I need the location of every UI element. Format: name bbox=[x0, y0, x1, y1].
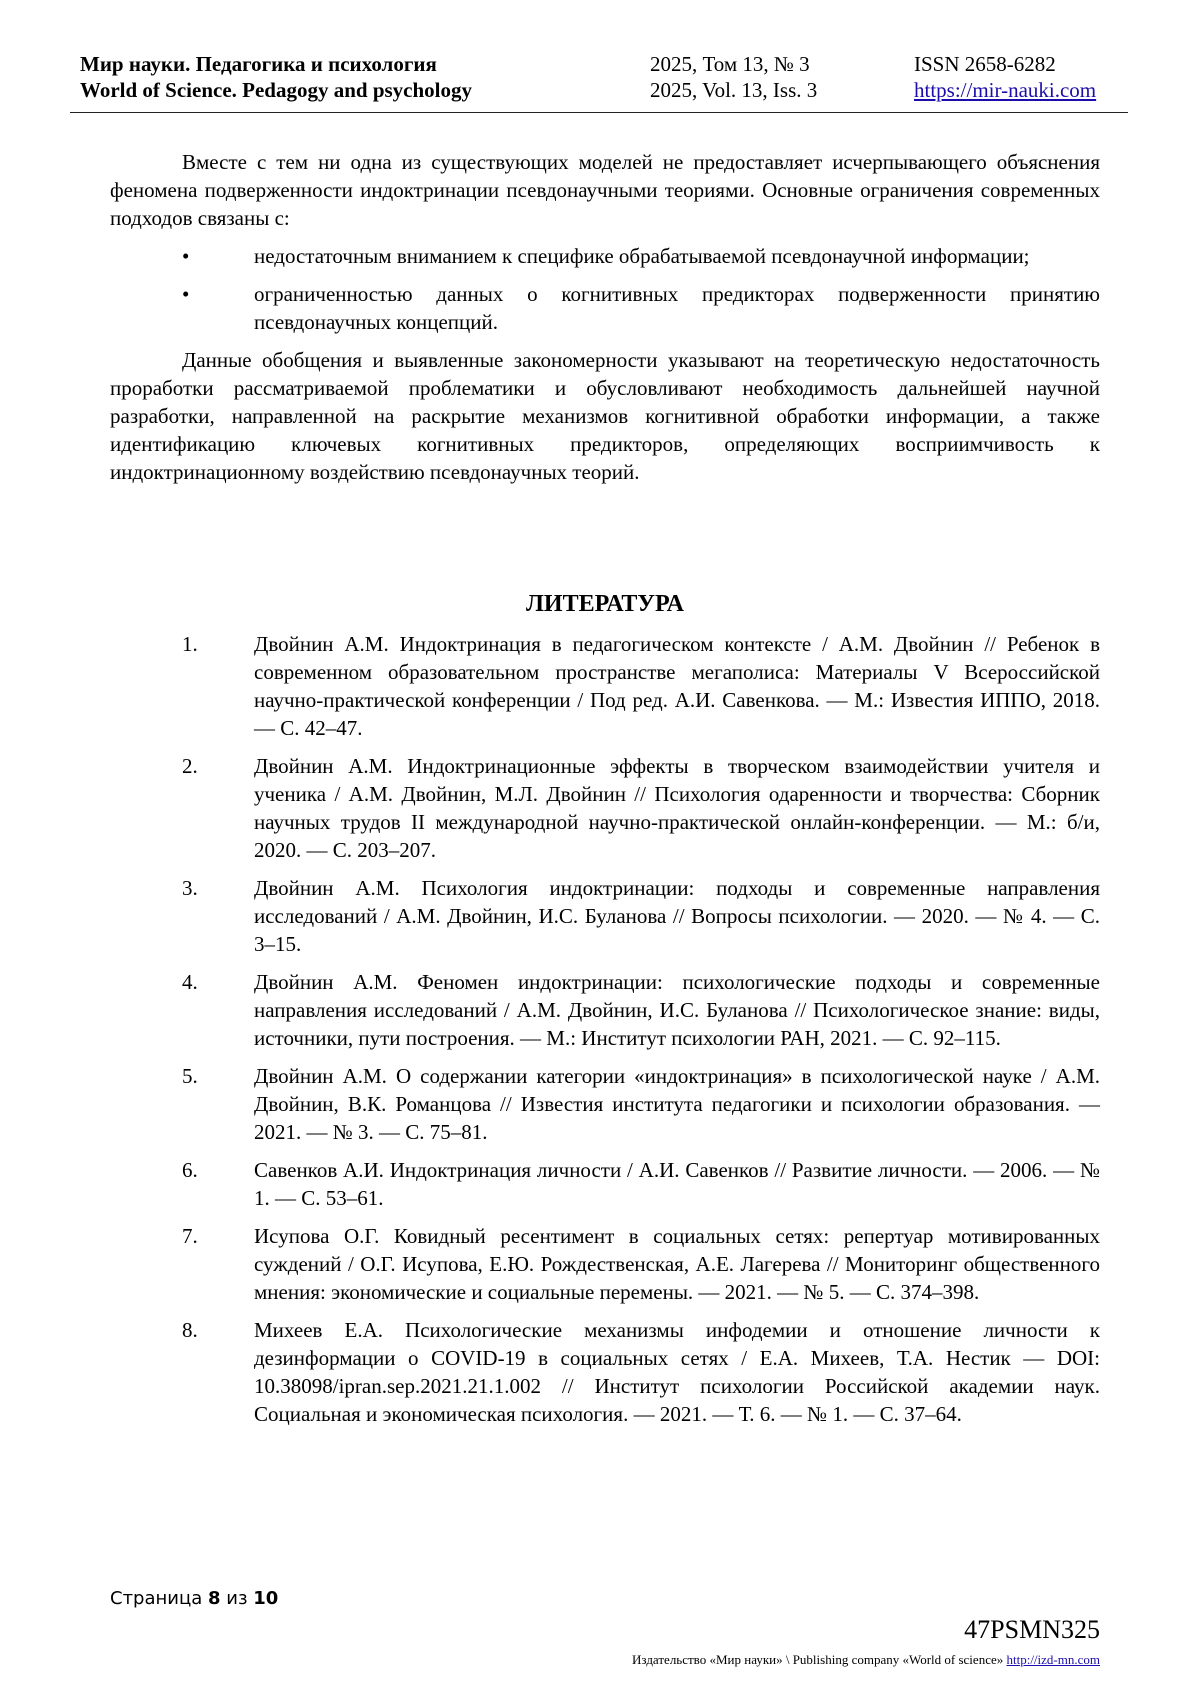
paragraph-1: Вместе с тем ни одна из существующих моделей не предоставляет исчерпывающего объяснения феномена подверженности индоктринации псевдонаучными теориями. Основные ограничения современных подходов связаны с: bbox=[110, 150, 1100, 230]
body-text bbox=[110, 148, 1100, 486]
page-total: 10 bbox=[253, 1588, 279, 1609]
references-list bbox=[110, 630, 1100, 1428]
references-section bbox=[110, 588, 1100, 1438]
reference-number: 6. bbox=[182, 1158, 198, 1182]
bullet-icon: • bbox=[182, 282, 190, 306]
list-item bbox=[110, 242, 1100, 270]
reference-number: 7. bbox=[182, 1224, 198, 1248]
reference-item bbox=[110, 968, 1100, 1052]
reference-number: 1. bbox=[182, 632, 198, 656]
paragraph-2: Данные обобщения и выявленные закономерности указывают на теоретическую недостаточность проработки рассматриваемой проблематики и обусловливают необходимость дальнейшей научной разработки, направленной на раскрытие механизмов когнитивной обработки информации, а также идентификацию ключевых когнитивных предикторов, определяющих восприимчивость к индоктринационному воздействию псевдонаучных теорий. bbox=[110, 348, 1100, 484]
references-heading: ЛИТЕРАТУРА bbox=[526, 591, 684, 617]
list-item-text: ограниченностью данных о когнитивных предикторах подверженности принятию псевдонаучных концепций. bbox=[254, 282, 1100, 334]
reference-item bbox=[110, 1156, 1100, 1212]
reference-text: Двойнин А.М. Индоктринационные эффекты в творческом взаимодействии учителя и ученика / А.М. Двойнин, М.Л. Двойнин // Психология одаренности и творчества: Сборник научных трудов II международной научно-практической онлайн-конференции. — М.: б/и, 2020. — С. 203–207. bbox=[254, 754, 1100, 862]
journal-title-ru: Мир науки. Педагогика и психология bbox=[80, 52, 437, 76]
issn: ISSN 2658-6282 bbox=[914, 52, 1056, 76]
reference-text: Двойнин А.М. Феномен индоктринации: психологические подходы и современные направления исследований / А.М. Двойнин, И.С. Буланова // Психологическое знание: виды, источники, пути построения. — М.: Институт психологии РАН, 2021. — С. 92–115. bbox=[254, 970, 1100, 1050]
reference-item bbox=[110, 874, 1100, 958]
reference-number: 2. bbox=[182, 754, 198, 778]
limitations-list bbox=[110, 242, 1100, 336]
reference-text: Михеев Е.А. Психологические механизмы инфодемии и отношение личности к дезинформации о COVID-19 в социальных сетях / Е.А. Михеев, Т.А. Нестик — DOI: 10.38098/ipran.sep.2021.21.1.002 // Институт психологии Российской академии наук. Социальная и экономическая психология. — 2021. — Т. 6. — № 1. — С. 37–64. bbox=[254, 1318, 1100, 1426]
reference-item bbox=[110, 1222, 1100, 1306]
issue-ru: 2025, Том 13, № 3 bbox=[650, 52, 810, 76]
bullet-icon: • bbox=[182, 244, 190, 268]
list-item bbox=[110, 280, 1100, 336]
page-header bbox=[70, 50, 1128, 113]
article-code: 47PSMN325 bbox=[964, 1615, 1100, 1644]
page-counter bbox=[110, 1588, 278, 1609]
reference-text: Исупова О.Г. Ковидный ресентимент в социальных сетях: репертуар мотивированных суждений / О.Г. Исупова, Е.Ю. Рождественская, А.Е. Лагерева // Мониторинг общественного мнения: экономические и социальные перемены. — 2021. — № 5. — С. 374–398. bbox=[254, 1224, 1100, 1304]
reference-number: 3. bbox=[182, 876, 198, 900]
reference-number: 8. bbox=[182, 1318, 198, 1342]
journal-link[interactable] bbox=[914, 76, 1096, 104]
reference-number: 4. bbox=[182, 970, 198, 994]
reference-text: Савенков А.И. Индоктринация личности / А.И. Савенков // Развитие личности. — 2006. — № 1. — С. 53–61. bbox=[254, 1158, 1100, 1210]
reference-text: Двойнин А.М. О содержании категории «индоктринация» в психологической науке / А.М. Двойнин, В.К. Романцова // Известия института педагогики и психологии образования. — 2021. — № 3. — С. 75–81. bbox=[254, 1064, 1100, 1144]
reference-item bbox=[110, 1062, 1100, 1146]
journal-url[interactable]: https://mir-nauki.com bbox=[914, 78, 1097, 102]
page-current: 8 bbox=[208, 1588, 221, 1609]
reference-item bbox=[110, 630, 1100, 742]
reference-item bbox=[110, 752, 1100, 864]
publisher-url[interactable]: http://izd-mn.com bbox=[1006, 1652, 1100, 1667]
page-separator: из bbox=[226, 1588, 248, 1609]
reference-text: Двойнин А.М. Индоктринация в педагогическом контексте / А.М. Двойнин // Ребенок в современном образовательном пространстве мегаполиса: Материалы V Всероссийской научно-практической конференции / Под ред. А.И. Савенкова. — М.: Известия ИППО, 2018. — С. 42–47. bbox=[254, 632, 1100, 740]
reference-text: Двойнин А.М. Психология индоктринации: подходы и современные направления исследований / А.М. Двойнин, И.С. Буланова // Вопросы психологии. — 2020. — № 4. — С. 3–15. bbox=[254, 876, 1100, 956]
reference-item bbox=[110, 1316, 1100, 1428]
issue-en: 2025, Vol. 13, Iss. 3 bbox=[650, 78, 818, 102]
journal-title-en: World of Science. Pedagogy and psychology bbox=[80, 78, 473, 102]
page-prefix: Страница bbox=[110, 1588, 203, 1609]
reference-number: 5. bbox=[182, 1064, 198, 1088]
publisher-line bbox=[632, 1652, 1100, 1668]
list-item-text: недостаточным вниманием к специфике обрабатываемой псевдонаучной информации; bbox=[254, 244, 1030, 268]
publisher-text: Издательство «Мир науки» \ Publishing company «World of science» bbox=[632, 1652, 1004, 1667]
